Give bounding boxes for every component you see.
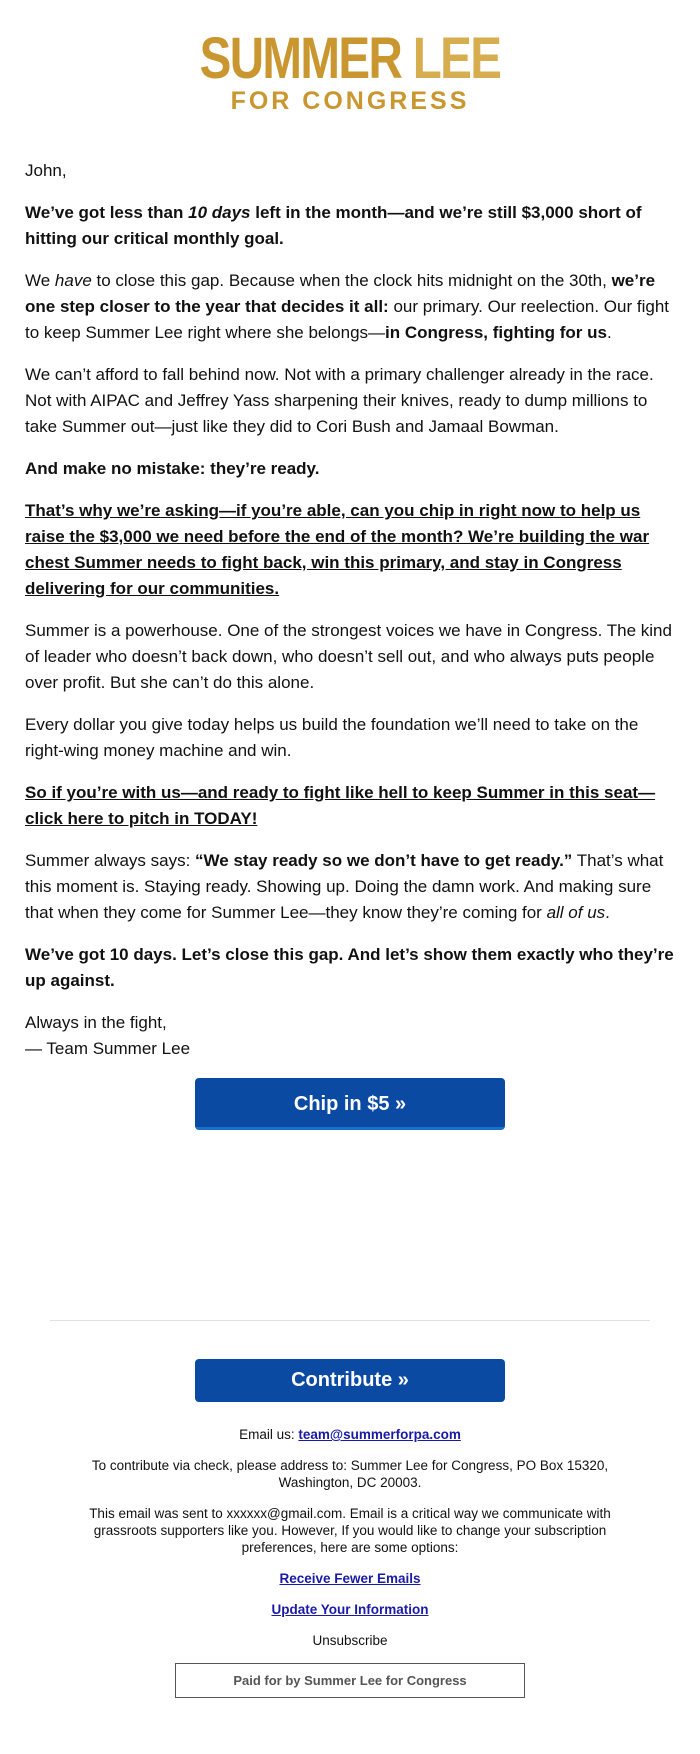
chip-in-button[interactable]: Chip in $5 » [195, 1078, 505, 1130]
spacer [0, 1130, 700, 1320]
receive-fewer-emails-link[interactable]: Receive Fewer Emails [279, 1571, 421, 1586]
logo-name [63, 26, 637, 91]
unsubscribe-link[interactable]: Unsubscribe [312, 1633, 388, 1648]
chip-in-button-wrap [0, 1078, 700, 1130]
paragraph-3: We can’t afford to fall behind now. Not with a primary challenger already in the race. Not with AIPAC and Jeffrey Yass sharpening their knives, ready to dump millions to take Summer out—just like they did to Cori Bush and Jamaal Bowman. [25, 365, 654, 436]
paragraph-1: We’ve got less than 10 days left in the month—and we’re still $3,000 short of hitting our critical monthly goal. [25, 203, 642, 248]
contribute-button[interactable]: Contribute » [195, 1359, 505, 1402]
update-information-link[interactable]: Update Your Information [271, 1602, 429, 1617]
ask-link[interactable] [25, 498, 675, 602]
logo-first-name: SUMMER [199, 26, 402, 91]
footer [0, 1426, 700, 1698]
paragraph-2: We have to close this gap. Because when the clock hits midnight on the 30th, we’re one step closer to the year that decides it all: our primary. Our reelection. Our fight to keep Summer Lee right where she belongs—in Congress, fighting for us. [25, 271, 670, 342]
paragraph-4: And make no mistake: they’re ready. [25, 459, 320, 478]
ask-link-text[interactable]: That’s why we’re asking—if you’re able, can you chip in right now to help us raise the $3,000 we need before the end of the month? We’re building the war chest Summer needs to fight back, win this primary, and stay in Congress delivering for our communities. [25, 501, 650, 598]
footer-check-address: To contribute via check, please address to: Summer Lee for Congress, PO Box 15320, Washington, DC 20003. [91, 1458, 609, 1490]
signoff-line-2: — Team Summer Lee [25, 1039, 191, 1058]
footer-email: Email us: team@summerforpa.com [239, 1427, 461, 1442]
paid-for-disclaimer: Paid for by Summer Lee for Congress [175, 1663, 525, 1698]
pitch-in-link-text[interactable]: So if you’re with us—and ready to fight like hell to keep Summer in this seat—click here to pitch in TODAY! [25, 783, 656, 828]
pitch-in-link[interactable] [25, 780, 675, 832]
greeting: John, [25, 161, 67, 180]
paragraph-7: Every dollar you give today helps us build the foundation we’ll need to take on the right-wing money machine and win. [25, 715, 639, 760]
signoff [25, 1010, 675, 1062]
summer-lee-logo [0, 0, 700, 120]
signoff-line-1: Always in the fight, [25, 1013, 167, 1032]
email-message [0, 158, 700, 1062]
footer-divider [50, 1320, 650, 1321]
email-link[interactable]: team@summerforpa.com [298, 1427, 461, 1442]
paragraph-10: We’ve got 10 days. Let’s close this gap. And let’s show them exactly who they’re up against. [25, 945, 674, 990]
paragraph-9: Summer always says: “We stay ready so we don’t have to get ready.” That’s what this moment is. Staying ready. Showing up. Doing the damn work. And making sure that when they come for Summer Lee—they know they’re coming for all of us. [25, 851, 664, 922]
logo-tagline: FOR CONGRESS [230, 87, 470, 115]
contribute-button-wrap [0, 1359, 700, 1402]
logo-last-name: LEE [412, 26, 501, 91]
footer-sent-notice: This email was sent to xxxxxx@gmail.com. Email is a critical way we communicate with grassroots supporters like you. However, If you would like to change your subscription preferences, here are some options: [89, 1506, 611, 1555]
paragraph-6: Summer is a powerhouse. One of the strongest voices we have in Congress. The kind of leader who doesn’t back down, who doesn’t sell out, and who always puts people over profit. But she can’t do this alone. [25, 621, 672, 692]
